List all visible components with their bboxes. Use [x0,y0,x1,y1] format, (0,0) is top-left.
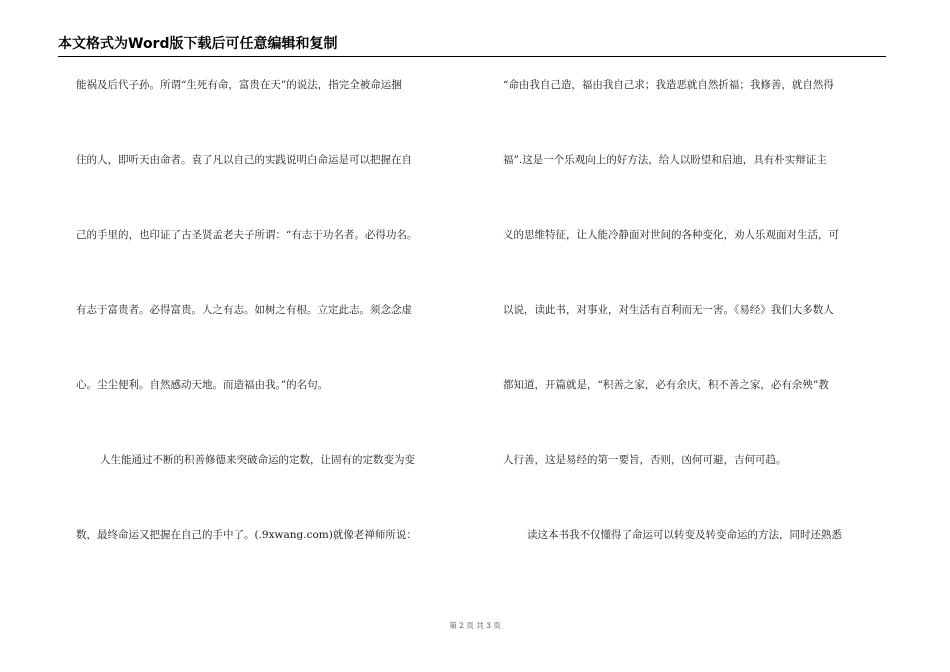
header-title: 本文格式为Word版下载后可任意编辑和复制 [58,36,338,52]
left-line-5: 心。尘尘便利。自然感动天地。而造福由我。”的名句。 [76,379,329,391]
page-number: 第 2 页 共 3 页 [449,621,501,630]
right-line-3: 义的思维特征，让人能冷静面对世间的各种变化，劝人乐观面对生活，可 [503,229,839,241]
right-line-7: 读这本书我不仅懂得了命运可以转变及转变命运的方法，同时还熟悉 [527,529,842,541]
right-line-6: 人行善，这是易经的第一要旨，否则，凶何可避，吉何可趋。 [503,454,787,466]
document-header [58,36,886,57]
right-line-4: 以说，读此书，对事业，对生活有百利而无一害。《易经》我们大多数人 [503,304,834,316]
right-line-5: 都知道，开篇就是，“积善之家，必有余庆，积不善之家，必有余殃”教 [503,379,829,391]
right-line-2: 福”.这是一个乐观向上的好方法，给人以盼望和启迪，具有朴实辩证主 [503,154,827,166]
left-line-2: 住的人，即听天由命者。袁了凡以自己的实践说明白命运是可以把握在自 [76,154,412,166]
left-line-7: 数，最终命运又把握在自己的手中了。(.9xwang.com)就像老禅师所说： [76,529,417,541]
left-line-4: 有志于富贵者。必得富贵。人之有志。如树之有根。立定此志。须念念虚 [76,304,412,316]
right-line-1: “命由我自己造，福由我自己求；我造恶就自然折福；我修善，就自然得 [503,79,834,91]
left-line-1: 能祸及后代子孙。所谓“生死有命，富贵在天”的说法，指完全被命运捆 [76,79,402,91]
left-line-6: 人生能通过不断的积善修德来突破命运的定数，让固有的定数变为变 [100,454,415,466]
left-line-3: 己的手里的，也印证了古圣贤孟老夫子所谓：“有志于功名者。必得功名。 [76,229,418,241]
